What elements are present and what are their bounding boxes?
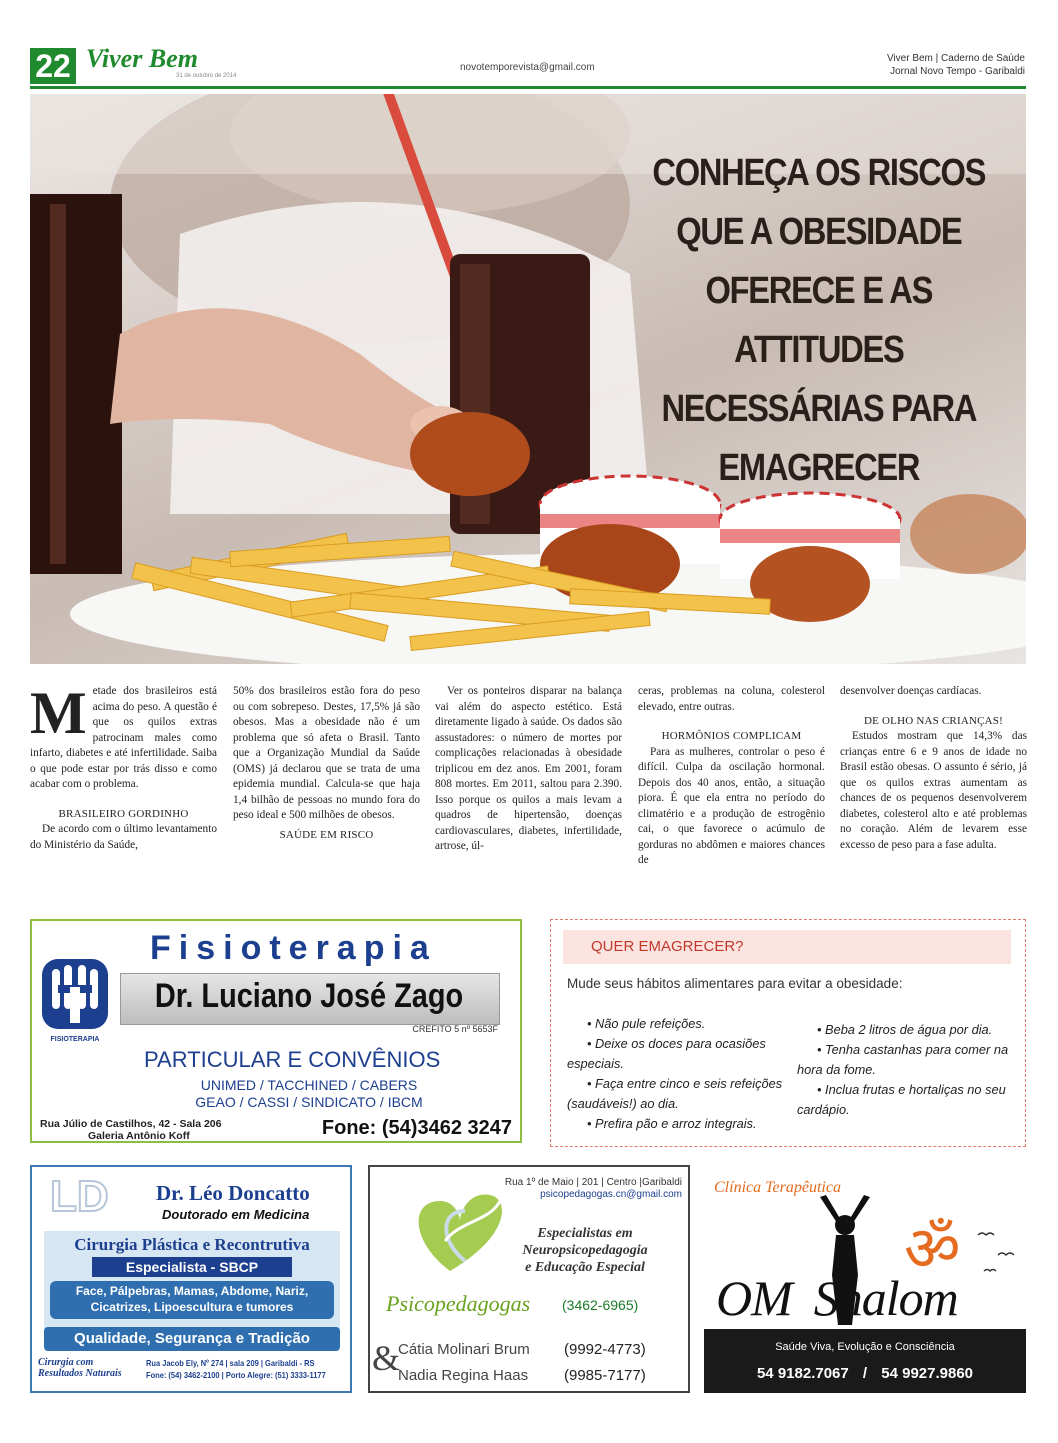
tips-list-left: [567, 1014, 783, 1134]
article-body: [30, 680, 1027, 894]
subheading: BRASILEIRO GORDINHO: [58, 807, 189, 820]
sbcp-badge: Especialista - SBCP: [92, 1257, 292, 1277]
tip-item: • Beba 2 litros de água por dia.: [817, 1022, 993, 1037]
person-1: Cátia Molinari Brum: [398, 1341, 530, 1358]
page-number: 22: [30, 48, 76, 84]
paragraph: 50% dos brasileiros estão fora do peso ou com sobrepeso. Destes, 17,5% já são obesos. Mas a obesidade não é um problema que só afeta o Brasil. Tanto que a Organização Mundial da Saúde (OMS) já declarou que se trata de uma epidemia mundial. Calcula-se que haja 1,4 bilhão de pessoas no mundo fora do peso ideal e 500 milhões de obesos.: [233, 685, 420, 821]
psico-phones: [564, 1337, 646, 1389]
tips-title: QUER EMAGRECER?: [591, 938, 744, 955]
psico-phone-main: (3462-6965): [562, 1297, 639, 1313]
psico-people: [398, 1337, 530, 1389]
paragraph: Ver os ponteiros disparar na balança vai além do aspecto estético. Está diretamente ligado à saúde. Os dados são assustadores: o número de mortes por complicações relacionadas à obesidade triplicou em dez anos. Em 2001, foram 808 mortes. Em 2011, saltou para 2.390. Isso porque os quilos a mais levam a quadros de hipertensão, doenças cardiovasculares, diabetes, infertilidade, artrose, úl-: [435, 685, 622, 852]
phone-2: (9985-7177): [564, 1367, 646, 1384]
brand-name: Viver Bem: [86, 44, 198, 73]
subheading: DE OLHO NAS CRIANÇAS!: [864, 714, 1003, 727]
ad-leo-doncatto[interactable]: [30, 1165, 352, 1393]
ad-psicopedagogas[interactable]: [368, 1165, 690, 1393]
om-phone-1: 54 9182.7067: [756, 1365, 849, 1382]
tip-item: • Não pule refeições.: [587, 1016, 706, 1031]
convenios-line2: GEAO / CASSI / SINDICATO / IBCM: [195, 1094, 423, 1110]
tip-item: • Inclua frutas e hortaliças no seu cardápio.: [797, 1082, 1006, 1117]
procedures: [50, 1281, 334, 1319]
ad-fisioterapia[interactable]: [30, 919, 522, 1143]
om-brand-b: Shalom: [813, 1270, 958, 1326]
header-section-line1: Viver Bem | Caderno de Saúde: [886, 53, 1025, 64]
crefito: CREFITO 5 nº 5653F: [412, 1024, 498, 1034]
birds-icon: [974, 1225, 1024, 1285]
psico-specialties: [480, 1225, 690, 1276]
article-column-3: [435, 684, 622, 855]
paragraph-text: etade dos brasileiros está acima do peso. A questão é que os quilos extras patrocinam males como infarto, diabetes e até infertilidade. Saiba o que pode estar por trás disso e como acabar com o problema.: [30, 685, 217, 790]
address-line1: Rua Júlio de Castilhos, 42 - Sala 206: [40, 1118, 222, 1130]
paragraph: ceras, problemas na coluna, colesterol elevado, entre outras.: [638, 685, 825, 713]
spec-line2: Neuropsicopedagogia: [522, 1243, 648, 1258]
tip-item: • Faça entre cinco e seis refeições (saudáveis!) ao dia.: [567, 1076, 783, 1111]
clinic-label: Clínica Terapêutica: [714, 1179, 841, 1196]
article-headline: CONHEÇA OS RISCOS QUE A OBESIDADE OFERECE E AS ATTITUDES NECESSÁRIAS PARA EMAGRECER: [652, 152, 986, 489]
paragraph: De acordo com o último levantamento do Ministério da Saúde,: [30, 823, 217, 851]
procedures-line1: Face, Pálpebras, Mamas, Abdome, Nariz,: [75, 1284, 309, 1298]
slogan-line2: Resultados Naturais: [38, 1368, 122, 1379]
tagline: Qualidade, Segurança e Tradição: [44, 1327, 340, 1351]
header-section-info: [887, 52, 1025, 78]
psico-contact: [505, 1177, 682, 1201]
om-phone-sep: /: [862, 1365, 868, 1382]
convenios-list: [144, 1077, 474, 1111]
ld-logo-icon: [46, 1175, 156, 1217]
tip-item: • Prefira pão e arroz integrais.: [587, 1116, 757, 1131]
dropcap: M: [30, 680, 87, 746]
om-tagline: Saúde Viva, Evolução e Consciência: [775, 1341, 955, 1353]
header-section-line2: Jornal Novo Tempo - Garibaldi: [890, 66, 1025, 77]
doctor-name: Dr. Luciano José Zago: [154, 977, 464, 1015]
ad-om-shalom[interactable]: [704, 1165, 1026, 1393]
psico-email: psicopedagogas.cn@gmail.com: [540, 1189, 682, 1200]
om-brand-a: OM: [716, 1270, 792, 1326]
leo-address-line2: Fone: (54) 3462-2100 | Porto Alegre: (51) 3333-1177: [146, 1370, 326, 1380]
procedures-line2: Cicatrizes, Lipoescultura e tumores: [90, 1300, 294, 1314]
om-symbol-icon: ॐ: [904, 1212, 961, 1285]
doctor-name: Dr. Léo Doncatto: [156, 1181, 310, 1205]
tip-item: • Deixe os doces para ocasiões especiais.: [567, 1036, 766, 1071]
spec-line1: Especialistas em: [537, 1226, 633, 1241]
phone-1: (9992-4773): [564, 1341, 646, 1358]
om-brand: [716, 1269, 958, 1327]
header-email: novotemporevista@gmail.com: [460, 62, 595, 73]
particular-convenios: PARTICULAR E CONVÊNIOS: [144, 1047, 441, 1072]
paragraph: Estudos mostram que 14,3% das crianças entre 6 e 9 anos de idade no Brasil estão obesas. O assunto é sério, já que os quilos extras aumentam as chances de os pequenos desenvolverem diabetes, colesterol alto e até problemas no coração. Além de levarem esse excesso de peso para a fase adulta.: [840, 730, 1027, 851]
psico-address: Rua 1º de Maio | 201 | Centro |Garibaldi: [504, 1177, 682, 1188]
ampersand-icon: &: [372, 1338, 401, 1378]
address-line2: Galeria Antônio Koff: [88, 1130, 190, 1142]
article-column-5: [840, 684, 1027, 853]
om-phones: [704, 1365, 1026, 1382]
tips-list-right: [797, 1020, 1013, 1120]
leo-address: [146, 1357, 326, 1381]
doctor-title: Doutorado em Medicina: [162, 1207, 310, 1222]
spec-line3: e Educação Especial: [525, 1260, 645, 1275]
article-column-4: [638, 684, 825, 869]
article-column-2: [233, 684, 420, 843]
tips-box: [550, 919, 1026, 1147]
svg-text:LD: LD: [50, 1175, 109, 1217]
psico-title: Psicopedagogas: [386, 1291, 531, 1316]
convenios-line1: UNIMED / TACCHINED / CABERS: [200, 1077, 418, 1093]
brand-logo: [86, 44, 198, 74]
header-rule: [30, 86, 1026, 89]
slogan: [38, 1357, 122, 1379]
logo-text: FISIOTERAPIA: [50, 1036, 100, 1043]
ad-title: Fisioterapia: [150, 929, 437, 967]
brand-date: 31 de outubro de 2014: [176, 73, 237, 79]
subheading: SAÚDE EM RISCO: [279, 828, 374, 841]
slogan-line1: Cirurgia com: [38, 1357, 94, 1368]
article-column-1: [30, 680, 217, 853]
om-footer-bar: [704, 1329, 1026, 1393]
paragraph: desenvolver doenças cardíacas.: [840, 685, 982, 697]
fisioterapia-logo-icon: [40, 957, 110, 1052]
tip-item: • Tenha castanhas para comer na hora da fome.: [797, 1042, 1009, 1077]
subheading: HORMÔNIOS COMPLICAM: [661, 730, 802, 742]
address: [40, 1118, 221, 1142]
paragraph: Para as mulheres, controlar o peso é difícil. Culpa da oscilação hormonal. Depois dos 40 anos, então, a situação piora. É que ela entra no período do climatério e a produção de estrogênio cai, o que favorece o acúmulo de gorduras no abdômen e maiores chances de: [638, 745, 825, 866]
specialty: Cirurgia Plástica e Recontrutiva: [74, 1235, 310, 1254]
leo-address-line1: Rua Jacob Ely, Nº 274 | sala 209 | Garibaldi - RS: [146, 1358, 315, 1368]
hero-photo: [30, 94, 1026, 664]
tips-intro: Mude seus hábitos alimentares para evitar a obesidade:: [567, 976, 903, 991]
phone: Fone: (54)3462 3247: [321, 1117, 512, 1139]
person-2: Nadia Regina Haas: [398, 1367, 529, 1384]
paragraph: [30, 680, 217, 793]
om-phone-2: 54 9927.9860: [881, 1365, 974, 1382]
